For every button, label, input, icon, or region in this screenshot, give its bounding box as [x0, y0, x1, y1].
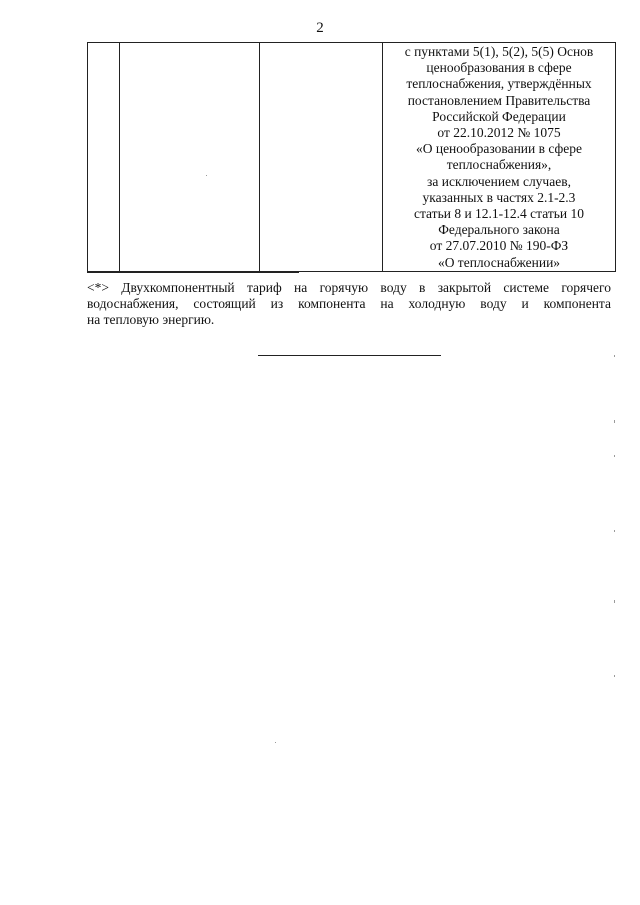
footnote [87, 280, 611, 328]
basis-line: указанных в частях 2.1-2.3 [422, 189, 576, 205]
basis-line: с пунктами 5(1), 5(2), 5(5) Основ [404, 44, 594, 59]
basis-line: ценообразования в сфере [426, 60, 572, 76]
basis-line: «О теплоснабжении» [437, 254, 561, 270]
basis-line: теплоснабжения, утверждённых [406, 76, 592, 92]
table-cell-empty [260, 43, 383, 272]
footnote-line: водоснабжения, состоящий из компонента на холодную воду и компонента [87, 296, 611, 311]
basis-text [383, 43, 615, 271]
page-number: 2 [316, 20, 324, 36]
table-cell-number [88, 43, 120, 272]
scan-artifact [614, 455, 615, 457]
basis-line: от 22.10.2012 № 1075 [437, 125, 561, 141]
basis-line: за исключением случаев, [427, 173, 571, 189]
scan-artifact [275, 742, 276, 743]
basis-line: теплоснабжения», [446, 157, 552, 173]
scan-artifact [614, 530, 615, 532]
scan-artifact [614, 600, 615, 603]
table-row [88, 43, 616, 272]
basis-line: «О ценообразовании в сфере [415, 141, 583, 157]
footnote-line: на тепловую энергию. [87, 312, 215, 327]
footnote-line: <*> Двухкомпонентный тариф на горячую воду в закрытой системе горячего [87, 280, 611, 295]
table-cell-basis [383, 43, 616, 272]
table-cell-empty [120, 43, 260, 272]
footnote-separator [87, 272, 299, 273]
scan-artifact [614, 675, 615, 677]
scan-artifact [614, 420, 615, 423]
basis-line: от 27.07.2010 № 190-ФЗ [429, 238, 569, 254]
basis-line: Федерального закона [438, 222, 560, 238]
basis-line: статьи 8 и 12.1-12.4 статьи 10 [413, 206, 585, 222]
basis-line: Российской Федерации [432, 108, 566, 124]
basis-line: постановлением Правительства [407, 92, 591, 108]
scan-artifact [614, 355, 615, 357]
scan-artifact [206, 175, 207, 176]
end-of-document-rule [258, 355, 441, 356]
tariff-table-continuation [87, 42, 616, 272]
